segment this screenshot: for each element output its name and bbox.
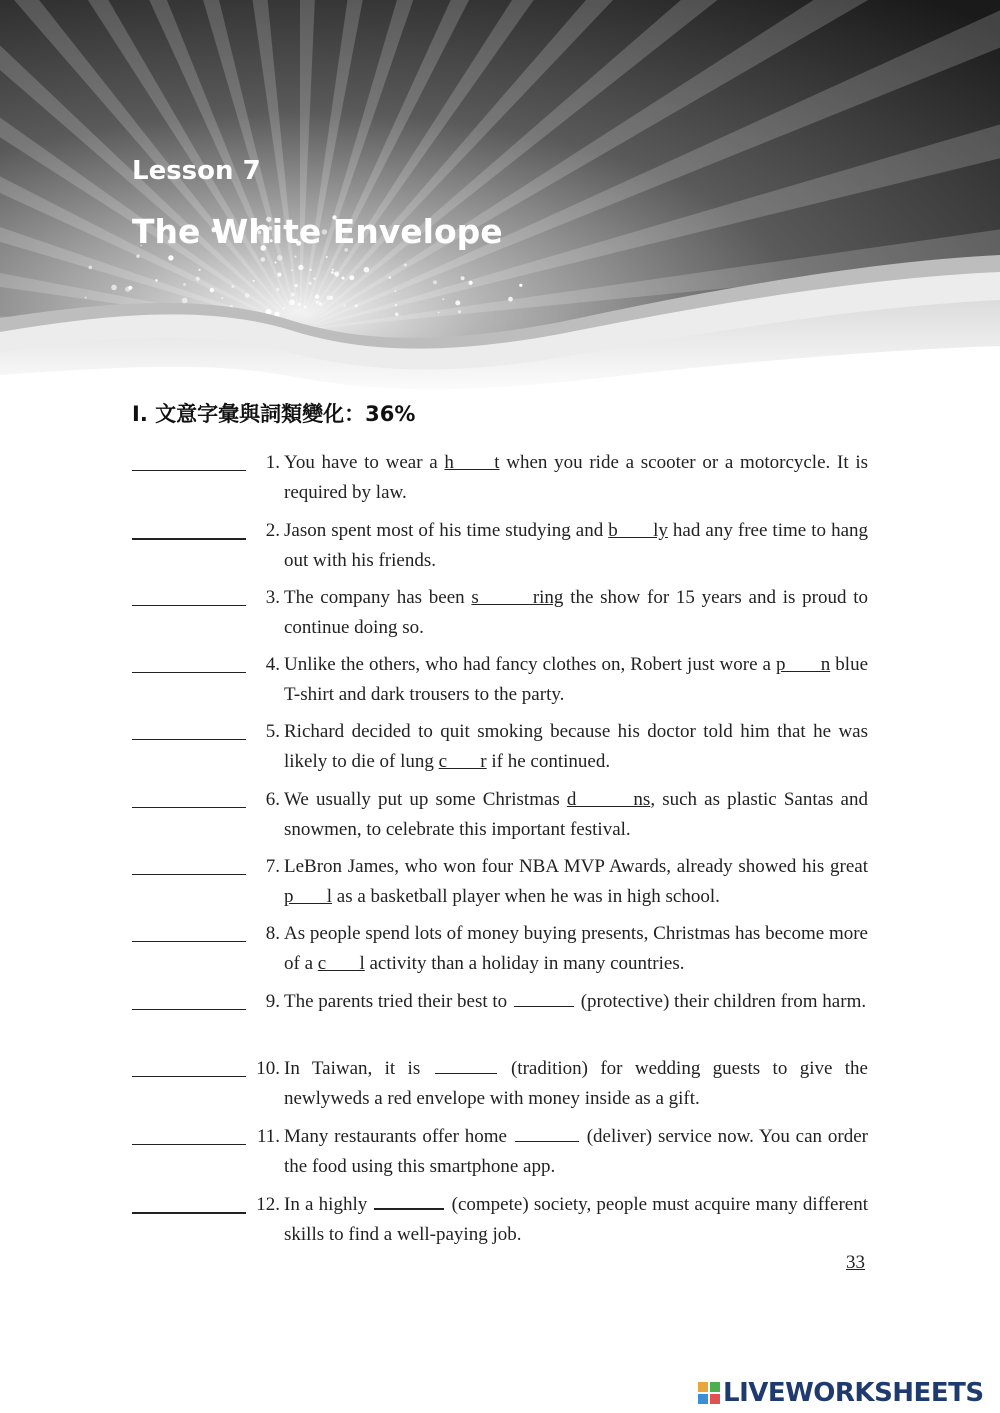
sparkle — [309, 269, 311, 271]
sparkle — [210, 288, 215, 293]
sparkle — [469, 281, 473, 285]
question-number: 5. — [265, 721, 280, 742]
sparkle — [277, 273, 281, 277]
sparkle — [182, 298, 188, 304]
question-number: 6. — [265, 789, 280, 810]
question-number: 7. — [265, 856, 280, 877]
answer-blank[interactable] — [132, 470, 246, 471]
liveworksheets-icon — [698, 1382, 720, 1404]
answer-blank[interactable] — [132, 538, 246, 540]
sparkle — [253, 280, 255, 282]
sparkle — [455, 300, 460, 305]
question-number: 4. — [265, 654, 280, 675]
question-item — [0, 785, 1000, 845]
sparkle — [332, 269, 334, 271]
question-number: 8. — [265, 923, 280, 944]
sparkle — [433, 280, 437, 284]
question-segment: In Taiwan, it is — [284, 1058, 433, 1079]
question-item — [0, 1122, 1000, 1182]
question-item — [0, 583, 1000, 643]
question-text — [284, 785, 868, 845]
word-hint-blank: d ns — [566, 789, 651, 810]
sparkle — [283, 307, 285, 309]
sparkle — [261, 257, 266, 262]
answer-blank[interactable] — [132, 1144, 246, 1145]
word-hint-blank: s ring — [471, 587, 564, 608]
question-text — [284, 1054, 868, 1114]
sparkle — [111, 285, 117, 291]
question-number: 3. — [265, 587, 280, 608]
sparkle — [326, 256, 328, 258]
word-hint-blank: c l — [317, 953, 365, 974]
sparkle — [389, 276, 392, 279]
sparkle — [309, 282, 312, 285]
question-text — [284, 1190, 868, 1250]
question-segment: (protective) their children from harm. — [575, 991, 867, 1012]
sparkle — [508, 297, 513, 302]
question-segment: In a highly — [284, 1194, 373, 1215]
answer-blank[interactable] — [132, 874, 246, 875]
sparkle — [128, 286, 132, 290]
sparkle — [294, 256, 296, 258]
question-text — [284, 717, 868, 777]
sparkle — [461, 276, 465, 280]
question-segment: blue T-shirt and dark trousers to the party. — [284, 654, 869, 705]
question-item — [0, 650, 1000, 710]
question-segment: The parents tried their best to — [284, 991, 512, 1012]
inline-gap — [435, 1073, 497, 1074]
lesson-title: The White Envelope — [132, 212, 503, 251]
answer-blank[interactable] — [132, 605, 246, 606]
sparkle — [155, 279, 158, 282]
sparkle — [304, 305, 307, 308]
answer-blank[interactable] — [132, 739, 246, 740]
sparkle — [326, 295, 331, 300]
sparkle — [298, 303, 301, 306]
question-item — [0, 1190, 1000, 1250]
sparkle — [196, 277, 200, 281]
question-segment: if he continued. — [486, 751, 611, 772]
sparkle — [291, 270, 293, 272]
question-number: 11. — [256, 1126, 280, 1147]
answer-blank[interactable] — [132, 1009, 246, 1010]
answer-blank[interactable] — [132, 1076, 246, 1077]
sparkle — [314, 278, 316, 280]
question-text — [284, 852, 868, 912]
sparkle — [276, 288, 279, 291]
answer-blank[interactable] — [132, 672, 246, 673]
question-number: 2. — [265, 520, 280, 541]
sparkle — [291, 293, 295, 297]
question-segment: activity than a holiday in many countries. — [364, 953, 685, 974]
sparkle — [199, 269, 201, 271]
word-hint-blank: p n — [776, 654, 831, 675]
question-item — [0, 717, 1000, 777]
answer-blank[interactable] — [132, 807, 246, 808]
sparkle — [343, 304, 345, 306]
section-heading: I. 文意字彙與詞類變化：36% — [132, 402, 416, 426]
sparkle — [136, 254, 140, 258]
sparkle — [349, 275, 354, 280]
question-segment: (compete) society, people must acquire many different skills to find a well-paying job. — [284, 1194, 868, 1245]
question-text — [284, 987, 868, 1017]
question-text — [284, 516, 868, 576]
question-text — [284, 650, 868, 710]
word-hint-blank: c r — [438, 751, 487, 772]
question-segment: As people spend lots of money buying presents, Christmas has become more of a — [284, 923, 868, 974]
question-segment: as a basketball player when he was in high school. — [332, 886, 720, 907]
inline-gap — [514, 1006, 574, 1007]
sparkle — [231, 285, 234, 288]
sparkle — [245, 293, 250, 298]
sparkle — [319, 302, 323, 306]
header-banner — [0, 0, 1000, 400]
page-number: 33 — [846, 1252, 865, 1273]
sparkle — [331, 271, 334, 274]
question-number: 12. — [256, 1194, 280, 1215]
sparkle — [438, 312, 440, 314]
answer-blank[interactable] — [132, 941, 246, 942]
question-segment: Unlike the others, who had fancy clothes on, Robert just wore a — [284, 654, 777, 675]
sparkle — [277, 255, 283, 261]
question-item — [0, 852, 1000, 912]
sparkle — [395, 312, 399, 316]
question-text — [284, 583, 868, 643]
question-segment: LeBron James, who won four NBA MVP Awards, already showed his great — [284, 856, 868, 877]
sparkle — [298, 265, 303, 270]
question-segment: Many restaurants offer home — [284, 1126, 513, 1147]
sparkle — [269, 312, 271, 314]
question-text — [284, 919, 868, 979]
sparkle — [183, 283, 186, 286]
question-segment: , such as plastic Santas and snowmen, to celebrate this important festival. — [284, 789, 868, 840]
question-number: 9. — [265, 991, 280, 1012]
sparkle — [85, 297, 87, 299]
question-item — [0, 516, 1000, 576]
sparkle — [519, 284, 522, 287]
answer-blank[interactable] — [132, 1212, 246, 1214]
question-item — [0, 1054, 1000, 1114]
question-segment: (tradition) for wedding guests to give the newlyweds a red envelope with money inside as a gift. — [284, 1058, 868, 1109]
question-item — [0, 987, 1000, 1047]
inline-gap — [374, 1208, 444, 1210]
sparkle — [294, 284, 297, 287]
question-segment: Jason spent most of his time studying and — [284, 520, 609, 541]
question-item — [0, 448, 1000, 508]
question-segment: the show for 15 years and is proud to continue doing so. — [284, 587, 869, 638]
sparkle — [275, 262, 277, 264]
sparkle — [364, 267, 370, 273]
question-segment: We usually put up some Christmas — [284, 789, 567, 810]
sparkle — [221, 297, 223, 299]
sparkle — [89, 266, 93, 270]
question-segment: (deliver) service now. You can order the food using this smartphone app. — [284, 1126, 868, 1177]
word-hint-blank: b ly — [608, 520, 668, 541]
sparkle — [394, 290, 396, 292]
sparkle — [342, 277, 345, 280]
question-segment: had any free time to hang out with his friends. — [284, 520, 869, 571]
sparkle — [442, 298, 444, 300]
sparkle — [395, 304, 398, 307]
sparkle — [289, 299, 295, 305]
word-hint-blank: p l — [284, 886, 333, 907]
sparkle — [355, 304, 358, 307]
sparkle — [458, 310, 461, 313]
question-segment: The company has been — [284, 587, 472, 608]
inline-gap — [515, 1141, 579, 1142]
question-number: 10. — [256, 1058, 280, 1079]
question-text — [284, 1122, 868, 1182]
lesson-label: Lesson 7 — [132, 156, 261, 186]
question-segment: Richard decided to quit smoking because his doctor told him that he was likely to die of lung — [284, 721, 868, 772]
sparkle — [404, 264, 407, 267]
liveworksheets-logo — [698, 1378, 984, 1408]
sparkle — [315, 294, 320, 299]
sparkle — [337, 275, 339, 277]
sparkle — [168, 255, 173, 260]
brand-name: LIVEWORKSHEETS — [723, 1378, 984, 1408]
question-segment: You have to wear a — [284, 452, 445, 473]
question-number: 1. — [265, 452, 280, 473]
word-hint-blank: h t — [444, 452, 500, 473]
question-item — [0, 919, 1000, 979]
question-segment: when you ride a scooter or a motorcycle. It is required by law. — [284, 452, 868, 503]
question-text — [284, 448, 868, 508]
sparkle — [317, 300, 319, 302]
